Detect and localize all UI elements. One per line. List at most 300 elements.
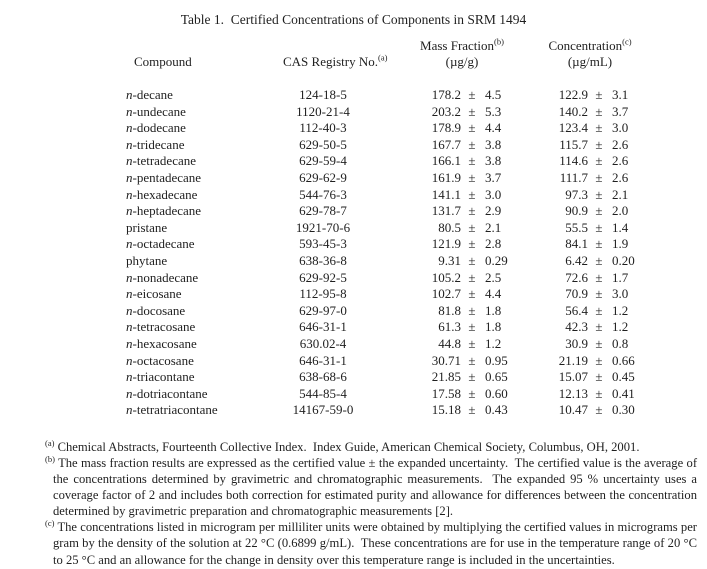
compound-base: -tetradecane xyxy=(132,153,197,169)
column-gap xyxy=(523,104,544,121)
table-row xyxy=(0,353,707,370)
compound-name xyxy=(126,353,283,370)
row-indent xyxy=(0,236,126,253)
compound-prefix: n xyxy=(126,369,133,385)
row-indent xyxy=(0,286,126,303)
column-gap xyxy=(363,353,401,370)
plus-minus-sign: ± xyxy=(468,269,476,285)
concentration-value: 84.1 xyxy=(565,236,588,252)
mass-fraction-uncertainty: 0.29 xyxy=(485,252,508,268)
table-row xyxy=(0,170,707,187)
cas-number: 629-50-5 xyxy=(299,136,347,152)
table-row xyxy=(0,137,707,154)
plus-minus-sign: ± xyxy=(468,252,476,268)
cas-number: 646-31-1 xyxy=(299,319,347,335)
footnote-a xyxy=(45,437,697,455)
footnotes-section xyxy=(0,439,707,568)
concentration-uncertainty: 2.6 xyxy=(612,153,629,169)
column-gap xyxy=(523,402,544,419)
row-indent xyxy=(0,270,126,287)
compound-prefix: n xyxy=(126,153,133,169)
table-row xyxy=(0,87,707,104)
mass-fraction-value: 141.1 xyxy=(431,186,461,202)
column-gap xyxy=(363,170,401,187)
concentration-value: 123.4 xyxy=(558,120,588,136)
column-gap xyxy=(363,336,401,353)
concentration-value: 56.4 xyxy=(565,302,588,318)
compound-base: -decane xyxy=(132,87,173,102)
cas-number: 124-18-5 xyxy=(299,87,347,102)
footnote-marker: (b) xyxy=(45,453,55,464)
compound-name xyxy=(126,153,283,170)
mass-fraction-uncertainty: 0.65 xyxy=(485,369,508,385)
column-gap xyxy=(363,402,401,419)
plus-minus-sign: ± xyxy=(595,402,603,418)
footnote-ref-b: (b) xyxy=(494,36,504,47)
mass-fraction-uncertainty: 4.4 xyxy=(485,120,502,136)
plus-minus-sign: ± xyxy=(468,352,476,368)
compound-prefix: n xyxy=(126,385,133,401)
compound-prefix: n xyxy=(126,136,133,152)
plus-minus-sign: ± xyxy=(595,219,603,235)
table-row xyxy=(0,104,707,121)
compound-base: -docosane xyxy=(132,302,186,318)
row-indent xyxy=(0,220,126,237)
plus-minus-sign: ± xyxy=(595,286,603,302)
row-indent xyxy=(0,203,126,220)
table-header xyxy=(0,38,707,70)
column-gap xyxy=(523,286,544,303)
mass-fraction-value: 102.7 xyxy=(431,286,461,302)
compound-base: phytane xyxy=(126,252,168,268)
plus-minus-sign: ± xyxy=(595,103,603,119)
mass-fraction-value: 17.58 xyxy=(431,385,461,401)
plus-minus-sign: ± xyxy=(468,319,476,335)
concentration-uncertainty: 2.0 xyxy=(612,203,629,219)
mass-fraction-uncertainty: 2.8 xyxy=(485,236,502,252)
plus-minus-sign: ± xyxy=(468,236,476,252)
plus-minus-sign: ± xyxy=(468,302,476,318)
concentration-uncertainty: 3.0 xyxy=(612,286,629,302)
mass-fraction-uncertainty: 2.5 xyxy=(485,269,502,285)
mass-fraction-uncertainty: 2.9 xyxy=(485,203,502,219)
row-indent xyxy=(0,87,126,104)
cas-number: 638-36-8 xyxy=(299,252,347,268)
cas-number: 646-31-1 xyxy=(299,352,347,368)
table-title: Table 1. Certified Concentrations of Components in SRM 1494 xyxy=(180,12,527,27)
plus-minus-sign: ± xyxy=(595,335,603,351)
table-row xyxy=(0,369,707,386)
column-gap xyxy=(363,386,401,403)
mass-fraction-uncertainty: 4.4 xyxy=(485,286,502,302)
column-gap xyxy=(363,203,401,220)
row-indent xyxy=(0,319,126,336)
compound-name xyxy=(126,336,283,353)
plus-minus-sign: ± xyxy=(468,169,476,185)
plus-minus-sign: ± xyxy=(468,136,476,152)
row-indent xyxy=(0,104,126,121)
column-header-concentration: Concentration$^{(c)}$ (µg/mL) xyxy=(548,36,632,69)
plus-minus-sign: ± xyxy=(595,252,603,268)
mass-fraction-value: 81.8 xyxy=(438,302,461,318)
compound-name xyxy=(126,203,283,220)
column-gap xyxy=(363,153,401,170)
compound-base: pristane xyxy=(126,219,168,235)
table-body xyxy=(0,87,707,419)
compound-base: -tetracosane xyxy=(132,319,196,335)
cas-number: 629-62-9 xyxy=(299,169,347,185)
compound-name xyxy=(126,120,283,137)
concentration-uncertainty: 1.7 xyxy=(612,269,629,285)
table-row xyxy=(0,187,707,204)
column-gap xyxy=(363,369,401,386)
concentration-uncertainty: 3.0 xyxy=(612,120,629,136)
mass-fraction-value: 80.5 xyxy=(438,219,461,235)
compound-prefix: n xyxy=(126,203,133,219)
compound-prefix: n xyxy=(126,186,133,202)
row-indent xyxy=(0,336,126,353)
table-row xyxy=(0,270,707,287)
row-indent xyxy=(0,187,126,204)
plus-minus-sign: ± xyxy=(468,103,476,119)
compound-name xyxy=(126,187,283,204)
cas-number: 544-85-4 xyxy=(299,385,347,401)
mass-fraction-uncertainty: 0.43 xyxy=(485,402,508,418)
column-gap xyxy=(363,87,401,104)
column-header-mass-fraction: Mass Fraction$^{(b)}$ (µg/g) xyxy=(420,36,504,69)
mass-fraction-uncertainty: 1.8 xyxy=(485,319,502,335)
table-row xyxy=(0,336,707,353)
cas-number: 112-40-3 xyxy=(299,120,347,136)
plus-minus-sign: ± xyxy=(468,203,476,219)
concentration-value: 140.2 xyxy=(558,103,588,119)
cas-number: 1120-21-4 xyxy=(296,103,350,119)
column-header-cas: CAS Registry No.$^{(a)}$ xyxy=(283,52,388,69)
compound-name xyxy=(126,253,283,270)
column-gap xyxy=(523,369,544,386)
compound-base: -hexadecane xyxy=(132,186,198,202)
plus-minus-sign: ± xyxy=(595,302,603,318)
footnote-marker: (a) xyxy=(45,437,55,448)
plus-minus-sign: ± xyxy=(595,269,603,285)
mass-fraction-uncertainty: 5.3 xyxy=(485,103,502,119)
mass-fraction-value: 203.2 xyxy=(431,103,461,119)
mass-fraction-value: 21.85 xyxy=(431,369,461,385)
column-gap xyxy=(523,153,544,170)
plus-minus-sign: ± xyxy=(468,120,476,136)
mass-fraction-uncertainty: 0.60 xyxy=(485,385,508,401)
cas-number: 630.02-4 xyxy=(299,335,347,351)
cas-number: 1921-70-6 xyxy=(295,219,351,235)
column-gap xyxy=(363,286,401,303)
compound-base: -hexacosane xyxy=(132,335,197,351)
row-indent xyxy=(0,253,126,270)
compound-prefix: n xyxy=(126,319,133,335)
plus-minus-sign: ± xyxy=(595,120,603,136)
table-row xyxy=(0,286,707,303)
compound-name xyxy=(126,220,283,237)
column-gap xyxy=(523,120,544,137)
row-indent xyxy=(0,153,126,170)
plus-minus-sign: ± xyxy=(468,335,476,351)
mass-fraction-uncertainty: 4.5 xyxy=(485,87,502,102)
compound-name xyxy=(126,319,283,336)
table-row xyxy=(0,236,707,253)
mass-fraction-uncertainty: 3.7 xyxy=(485,169,502,185)
concentration-uncertainty: 1.2 xyxy=(612,319,629,335)
compound-name xyxy=(126,137,283,154)
column-gap xyxy=(523,187,544,204)
concentration-value: 114.6 xyxy=(559,153,588,169)
column-gap xyxy=(363,253,401,270)
plus-minus-sign: ± xyxy=(468,369,476,385)
mass-fraction-uncertainty: 2.1 xyxy=(485,219,502,235)
mass-fraction-value: 178.2 xyxy=(431,87,461,102)
concentration-uncertainty: 0.66 xyxy=(612,352,635,368)
table-row xyxy=(0,319,707,336)
mass-fraction-value: 161.9 xyxy=(431,169,461,185)
footnote-c xyxy=(45,518,701,567)
compound-name xyxy=(126,386,283,403)
compound-base: -triacontane xyxy=(132,369,195,385)
compound-prefix: n xyxy=(126,87,133,102)
table-row xyxy=(0,402,707,419)
mass-fraction-uncertainty: 3.8 xyxy=(485,136,502,152)
plus-minus-sign: ± xyxy=(468,385,476,401)
mass-fraction-value: 15.18 xyxy=(431,402,461,418)
column-gap xyxy=(363,187,401,204)
table-row xyxy=(0,153,707,170)
row-indent xyxy=(0,386,126,403)
compound-name xyxy=(126,236,283,253)
compound-name xyxy=(126,170,283,187)
mass-fraction-value: 166.1 xyxy=(431,153,461,169)
mass-fraction-value: 9.31 xyxy=(438,252,461,268)
mass-fraction-uncertainty: 0.95 xyxy=(485,352,508,368)
concentration-value: 42.3 xyxy=(565,319,588,335)
compound-base: -nonadecane xyxy=(132,269,199,285)
concentration-uncertainty: 3.7 xyxy=(612,103,629,119)
concentration-uncertainty: 0.41 xyxy=(612,385,635,401)
plus-minus-sign: ± xyxy=(468,87,476,102)
column-gap xyxy=(523,87,544,104)
plus-minus-sign: ± xyxy=(595,236,603,252)
concentration-value: 6.42 xyxy=(565,252,588,268)
compound-base: -eicosane xyxy=(132,286,182,302)
row-indent xyxy=(0,120,126,137)
column-gap xyxy=(523,236,544,253)
table-row xyxy=(0,203,707,220)
concentration-uncertainty: 0.30 xyxy=(612,402,635,418)
concentration-value: 55.5 xyxy=(565,219,588,235)
footnote-marker: (c) xyxy=(45,518,55,529)
table-row xyxy=(0,220,707,237)
column-gap xyxy=(523,386,544,403)
mass-fraction-value: 121.9 xyxy=(431,236,461,252)
column-gap xyxy=(363,220,401,237)
plus-minus-sign: ± xyxy=(595,369,603,385)
column-gap xyxy=(363,303,401,320)
compound-base: -tetratriacontane xyxy=(132,402,218,418)
cas-number: 629-78-7 xyxy=(299,203,347,219)
column-gap xyxy=(363,319,401,336)
row-indent xyxy=(0,353,126,370)
column-gap xyxy=(523,203,544,220)
plus-minus-sign: ± xyxy=(468,402,476,418)
cas-number: 629-59-4 xyxy=(299,153,347,169)
column-header-compound: Compound xyxy=(134,54,192,69)
plus-minus-sign: ± xyxy=(468,219,476,235)
concentration-value: 122.9 xyxy=(558,87,588,102)
compound-name xyxy=(126,104,283,121)
compound-prefix: n xyxy=(126,335,133,351)
mass-fraction-value: 131.7 xyxy=(431,203,461,219)
plus-minus-sign: ± xyxy=(595,136,603,152)
compound-base: -undecane xyxy=(132,103,186,119)
row-indent xyxy=(0,137,126,154)
compound-name xyxy=(126,286,283,303)
plus-minus-sign: ± xyxy=(595,169,603,185)
mass-fraction-uncertainty: 3.8 xyxy=(485,153,502,169)
concentration-value: 15.07 xyxy=(558,369,588,385)
concentration-value: 30.9 xyxy=(565,335,588,351)
compound-name xyxy=(126,87,283,104)
concentration-uncertainty: 1.4 xyxy=(612,219,629,235)
cas-number: 112-95-8 xyxy=(299,286,347,302)
plus-minus-sign: ± xyxy=(595,319,603,335)
compound-base: -tridecane xyxy=(132,136,185,152)
mass-fraction-uncertainty: 1.2 xyxy=(485,335,502,351)
compound-base: -octadecane xyxy=(132,236,195,252)
column-gap xyxy=(363,236,401,253)
compound-prefix: n xyxy=(126,352,133,368)
mass-fraction-value: 178.9 xyxy=(431,120,461,136)
compound-prefix: n xyxy=(126,169,133,185)
concentration-value: 70.9 xyxy=(565,286,588,302)
mass-fraction-uncertainty: 1.8 xyxy=(485,302,502,318)
concentration-uncertainty: 2.1 xyxy=(612,186,629,202)
footnote-ref-a: (a) xyxy=(377,52,388,63)
cas-number: 544-76-3 xyxy=(299,186,347,202)
compound-name xyxy=(126,369,283,386)
mass-fraction-unit: (µg/g) xyxy=(445,54,479,69)
compound-name xyxy=(126,303,283,320)
column-gap xyxy=(363,137,401,154)
compound-name xyxy=(126,270,283,287)
plus-minus-sign: ± xyxy=(595,153,603,169)
plus-minus-sign: ± xyxy=(468,153,476,169)
compound-base: -pentadecane xyxy=(132,169,202,185)
compound-base: -dodecane xyxy=(132,120,186,136)
column-gap xyxy=(523,253,544,270)
concentration-value: 111.7 xyxy=(559,169,588,185)
row-indent xyxy=(0,369,126,386)
cas-number: 629-97-0 xyxy=(299,302,347,318)
plus-minus-sign: ± xyxy=(468,186,476,202)
row-indent xyxy=(0,303,126,320)
row-indent xyxy=(0,170,126,187)
compound-prefix: n xyxy=(126,302,133,318)
concentration-value: 12.13 xyxy=(558,385,588,401)
footnote-text: The concentrations listed in microgram per milliliter units were obtained by multiplying the certified values in micrograms per gram by the density of the solution at 22 °C (0.6899 g/mL). These concentrations are for use in the temperature range of 20 °C to 25 °C and an allowance for the change in density over this temperature range is included in the uncertainties. xyxy=(53,520,701,567)
compound-prefix: n xyxy=(126,402,133,418)
table-row xyxy=(0,386,707,403)
column-gap xyxy=(523,319,544,336)
plus-minus-sign: ± xyxy=(595,87,603,102)
column-gap xyxy=(523,137,544,154)
column-gap xyxy=(363,270,401,287)
cas-number: 14167-59-0 xyxy=(292,402,354,418)
concentration-uncertainty: 0.8 xyxy=(612,335,629,351)
mass-fraction-value: 30.71 xyxy=(431,352,461,368)
plus-minus-sign: ± xyxy=(595,203,603,219)
compound-base: -heptadecane xyxy=(132,203,202,219)
concentration-uncertainty: 1.9 xyxy=(612,236,629,252)
concentration-uncertainty: 2.6 xyxy=(612,136,629,152)
mass-fraction-value: 105.2 xyxy=(431,269,461,285)
row-indent xyxy=(0,402,126,419)
plus-minus-sign: ± xyxy=(595,352,603,368)
mass-fraction-value: 61.3 xyxy=(438,319,461,335)
table-row xyxy=(0,303,707,320)
column-gap xyxy=(363,104,401,121)
column-gap xyxy=(523,270,544,287)
concentration-unit: (µg/mL) xyxy=(567,54,613,69)
column-gap xyxy=(523,220,544,237)
compound-prefix: n xyxy=(126,236,133,252)
table-row xyxy=(0,120,707,137)
compound-prefix: n xyxy=(126,120,133,136)
compound-name xyxy=(126,402,283,419)
column-gap xyxy=(523,170,544,187)
compound-base: -octacosane xyxy=(132,352,194,368)
concentration-uncertainty: 0.45 xyxy=(612,369,635,385)
footnote-b xyxy=(45,453,701,519)
column-gap xyxy=(523,353,544,370)
cas-number: 629-92-5 xyxy=(299,269,347,285)
concentration-value: 72.6 xyxy=(565,269,588,285)
mass-fraction-value: 44.8 xyxy=(438,335,461,351)
cas-number: 593-45-3 xyxy=(299,236,347,252)
concentration-uncertainty: 3.1 xyxy=(612,87,629,102)
concentration-value: 21.19 xyxy=(558,352,588,368)
concentration-uncertainty: 1.2 xyxy=(612,302,629,318)
concentration-value: 97.3 xyxy=(565,186,588,202)
footnote-text: The mass fraction results are expressed as the certified value ± the expanded uncertainty. The certified value is the average of the concentrations determined by gravimetric and chromatographic measurements. The expanded 95 % uncertainty uses a coverage factor of 2 and includes both correction for estimated purity and allowance for differences between the concentration determined by gravimetric preparation and chromatographic measurements [2]. xyxy=(53,455,701,519)
column-gap xyxy=(523,336,544,353)
plus-minus-sign: ± xyxy=(468,286,476,302)
concentration-value: 90.9 xyxy=(565,203,588,219)
compound-prefix: n xyxy=(126,286,133,302)
concentration-uncertainty: 2.6 xyxy=(612,169,629,185)
concentration-value: 10.47 xyxy=(558,402,588,418)
footnote-ref-c: (c) xyxy=(622,36,632,47)
table-row xyxy=(0,253,707,270)
plus-minus-sign: ± xyxy=(595,385,603,401)
concentration-value: 115.7 xyxy=(559,136,588,152)
plus-minus-sign: ± xyxy=(595,186,603,202)
mass-fraction-value: 167.7 xyxy=(431,136,461,152)
cas-number: 638-68-6 xyxy=(299,369,347,385)
mass-fraction-uncertainty: 3.0 xyxy=(485,186,502,202)
column-gap xyxy=(523,303,544,320)
footnote-text: Chemical Abstracts, Fourteenth Collective Index. Index Guide, American Chemical Society, Columbus, OH, 2001. xyxy=(57,439,640,454)
compound-base: -dotriacontane xyxy=(132,385,208,401)
compound-prefix: n xyxy=(126,103,133,119)
concentration-uncertainty: 0.20 xyxy=(612,252,635,268)
compound-prefix: n xyxy=(126,269,133,285)
column-gap xyxy=(363,120,401,137)
